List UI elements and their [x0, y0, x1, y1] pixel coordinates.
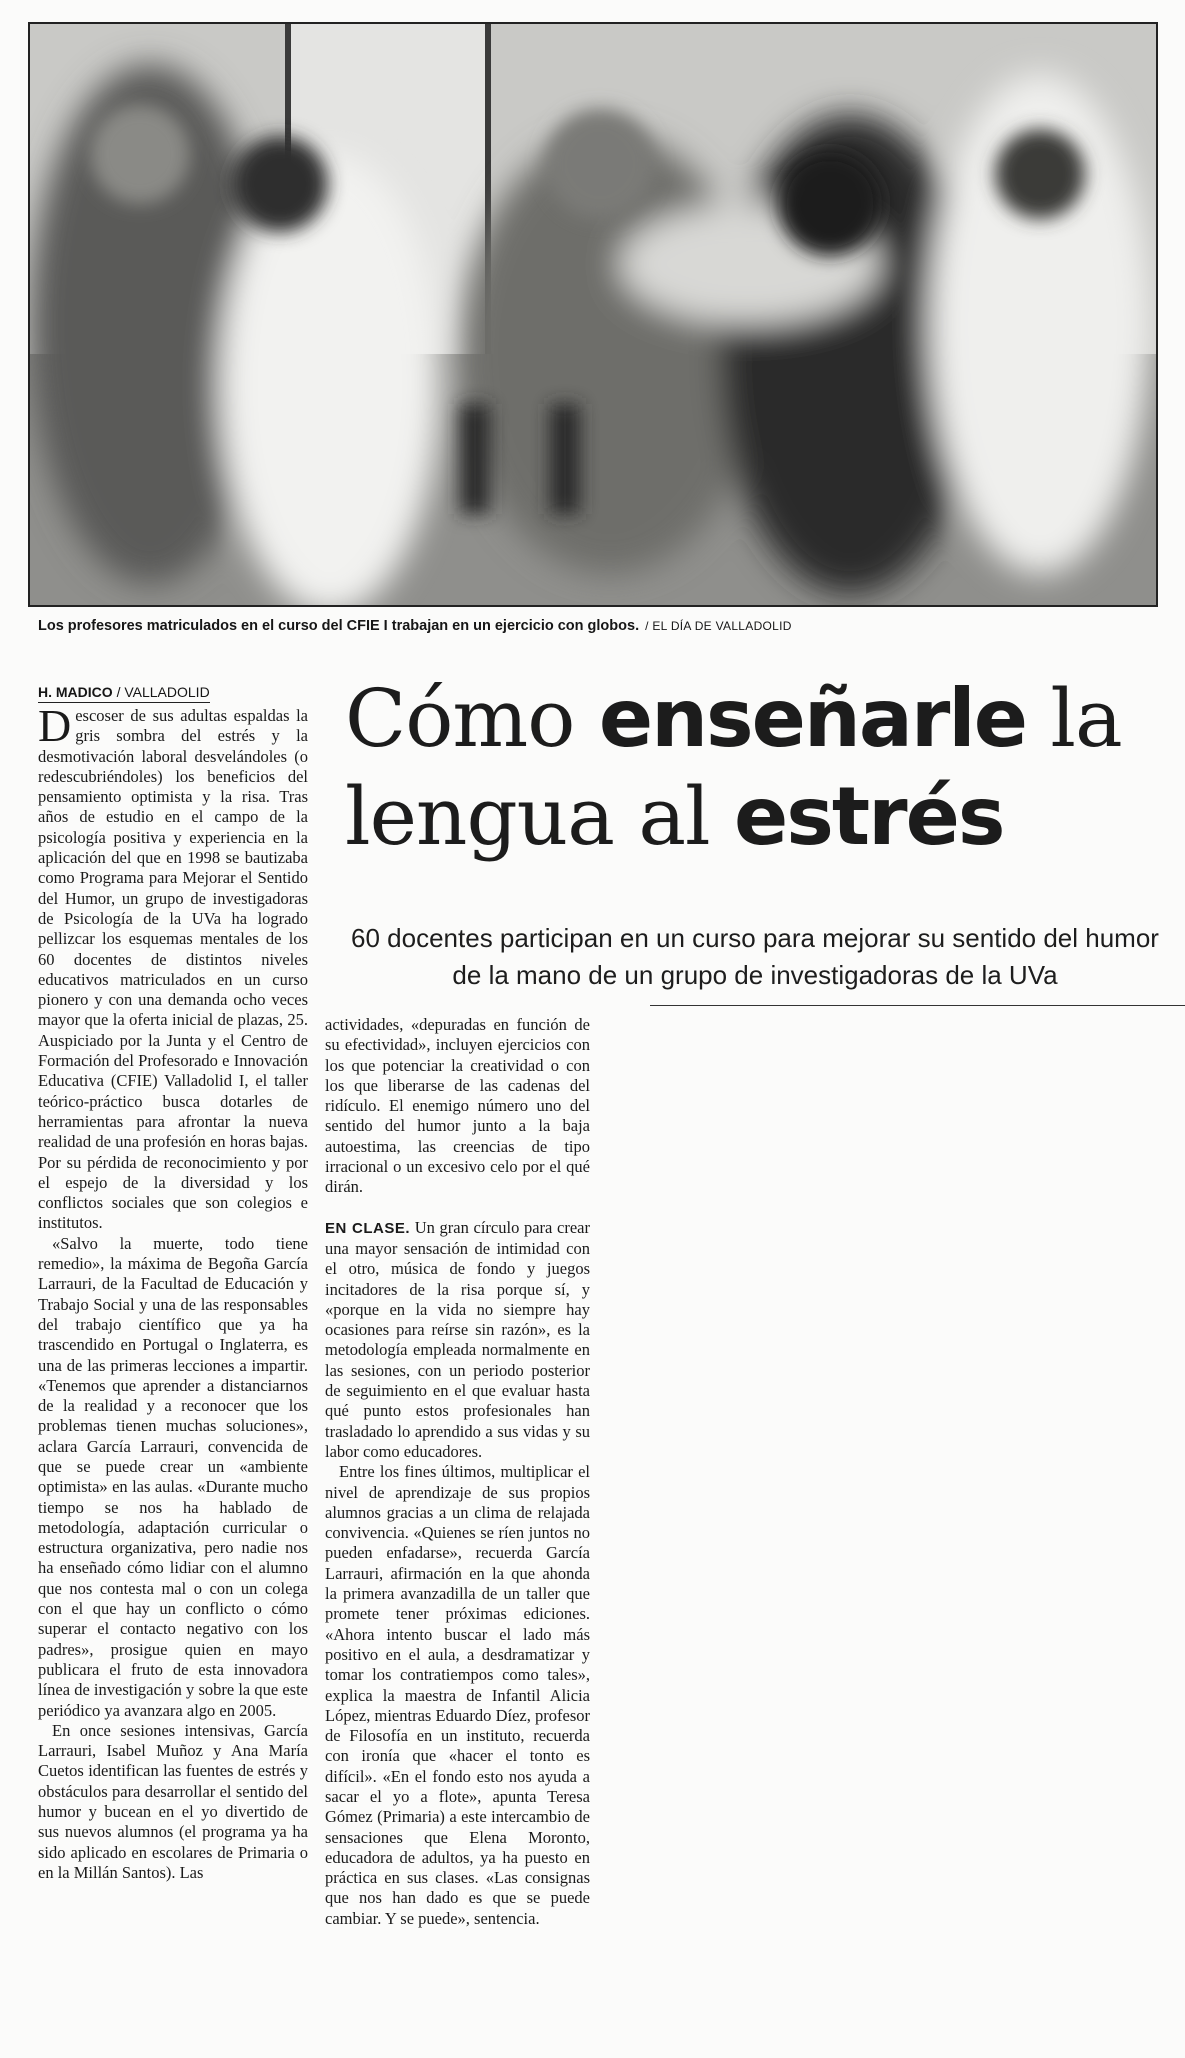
article-column-1 [38, 700, 308, 1883]
photo-caption [38, 618, 1138, 634]
article-column-2 [325, 1015, 590, 1929]
paragraph-5-text: Un gran círculo para crear una mayor sensación de intimidad con el otro, música de fondo y juegos incitadores de la risa porque sí, y «porque en la vida no siempre hay ocasiones para reírse sin razón», es la metodología empleada normalmente en las sesiones, con un periodo posterior de seguimiento en el que evaluar hasta qué punto estos profesionales han trasladado lo aprendido a sus vidas y su labor como educadores. [325, 1217, 590, 1461]
paragraph-2: «Salvo la muerte, todo tiene remedio», la máxima de Begoña García Larrauri, de la Facultad de Educación y Trabajo Social y una de las responsables del trabajo científico que ya ha trascendido en Portugal o Inglaterra, es una de las primeras lecciones a impartir. «Tenemos que aprender a distanciarnos de la realidad y a reconocer que los problemas tienen muchas soluciones», aclara García Larrauri, convencida de que se puede crear un «ambiente optimista» en las aulas. «Durante mucho tiempo se nos ha hablado de metodología, adaptación curricular o estructura organizativa, pero nadie nos ha enseñado cómo lidiar con el alumno que nos contesta mal o con un colega con el que hay un conflicto o cómo superar el contacto negativo con los padres», prosigue quien en mayo publicara el fruto de esta innovadora línea de investigación y sobre la que este periódico ya avanzara algo en 2005. [38, 1233, 308, 1720]
paragraph-4: actividades, «depuradas en función de su efectividad», incluyen ejercicios con los que potenciar la creatividad o con los que liberarse de las cadenas del ridículo. El enemigo número uno del sentido del humor junto a la baja autoestima, las creencias de tipo irracional o un excesivo celo por el qué dirán. [325, 1015, 590, 1197]
headline-part-1: Cómo [345, 672, 599, 765]
headline-bold-2: estrés [734, 770, 1004, 863]
paragraph-1-text: escoser de sus adultas espaldas la gris sombra del estrés y la desmotivación laboral desvelándoles (o redescubriéndoles) los beneficios del pensamiento optimista y la risa. Tras años de estudio en el campo de la psicología positiva y experiencia en la aplicación del que en 1998 se bautizaba como Programa para Mejorar el Sentido del Humor, un grupo de investigadoras de Psicología de la UVa ha logrado pellizcar los esquemas mentales de los 60 docentes de distintos niveles educativos matriculados en un curso pionero y con una demanda ocho veces mayor que la oferta inicial de plazas, 25. Auspiciado por la Junta y el Centro de Formación del Profesorado e Innovación Educativa (CFIE) Valladolid I, el taller teórico-práctico busca dotarles de herramientas para afrontar la nueva realidad de una profesión en horas bajas. Por su pérdida de reconocimiento y por el espejo de la diversidad y los conflictos sociales que son colegios e institutos. [38, 706, 308, 1233]
article-photo [28, 22, 1158, 607]
paragraph-6: Entre los fines últimos, multiplicar el nivel de aprendizaje de sus propios alumnos gracias a un clima de relajada convivencia. «Quienes se ríen juntos no pueden enfadarse», recuerda García Larrauri, afirmación en la que ahonda la primera avanzadilla de un taller que promete tener próximas ediciones. «Ahora intento buscar el lado más positivo en el aula, a desdramatizar y tomar los contratiempos como tales», explica la maestra de Infantil Alicia López, mientras Eduardo Díez, profesor de Filosofía en un instituto, recuerda con ironía que «hacer el tonto es difícil». «En el fondo esto nos ayuda a sacar el yo a flote», apunta Teresa Gómez (Primaria) a este intercambio de sensaciones que Elena Moronto, educadora de adultos, ya ha puesto en práctica en sus clases. «Las consignas que nos han dado es que se puede cambiar. Y se puede», sentencia. [325, 1462, 590, 1928]
headline [345, 670, 1165, 866]
headline-part-2: la lengua al [345, 672, 1122, 863]
caption-text: Los profesores matriculados en el curso del CFIE I trabajan en un ejercicio con globos. [38, 618, 640, 634]
drop-cap: D [38, 700, 72, 751]
subheadline: 60 docentes participan en un curso para mejorar su sentido del humor de la mano de un grupo de investigadoras de la UVa [351, 923, 1159, 990]
paragraph-5 [325, 1218, 590, 1463]
paragraph-3: En once sesiones intensivas, García Larrauri, Isabel Muñoz y Ana María Cuetos identifican las fuentes de estrés y obstáculos para desarrollar el sentido del humor y bucean en el yo divertido de sus nuevos alumnos (el programa ya ha sido aplicado en escolares de Primaria o en la Millán Santos). Las [38, 1720, 308, 1882]
headline-bold-1: enseñarle [598, 672, 1026, 765]
byline-location: / VALLADOLID [116, 684, 210, 700]
section-lead: EN CLASE. [325, 1219, 411, 1237]
byline-author: H. MADICO [38, 684, 113, 700]
photo-credit: / EL DÍA DE VALLADOLID [645, 619, 792, 633]
subhead-divider [650, 1005, 1185, 1006]
photo-of-dancing-teachers-icon [30, 24, 1156, 605]
paragraph-1 [38, 700, 308, 1234]
section-gap [325, 1198, 590, 1218]
